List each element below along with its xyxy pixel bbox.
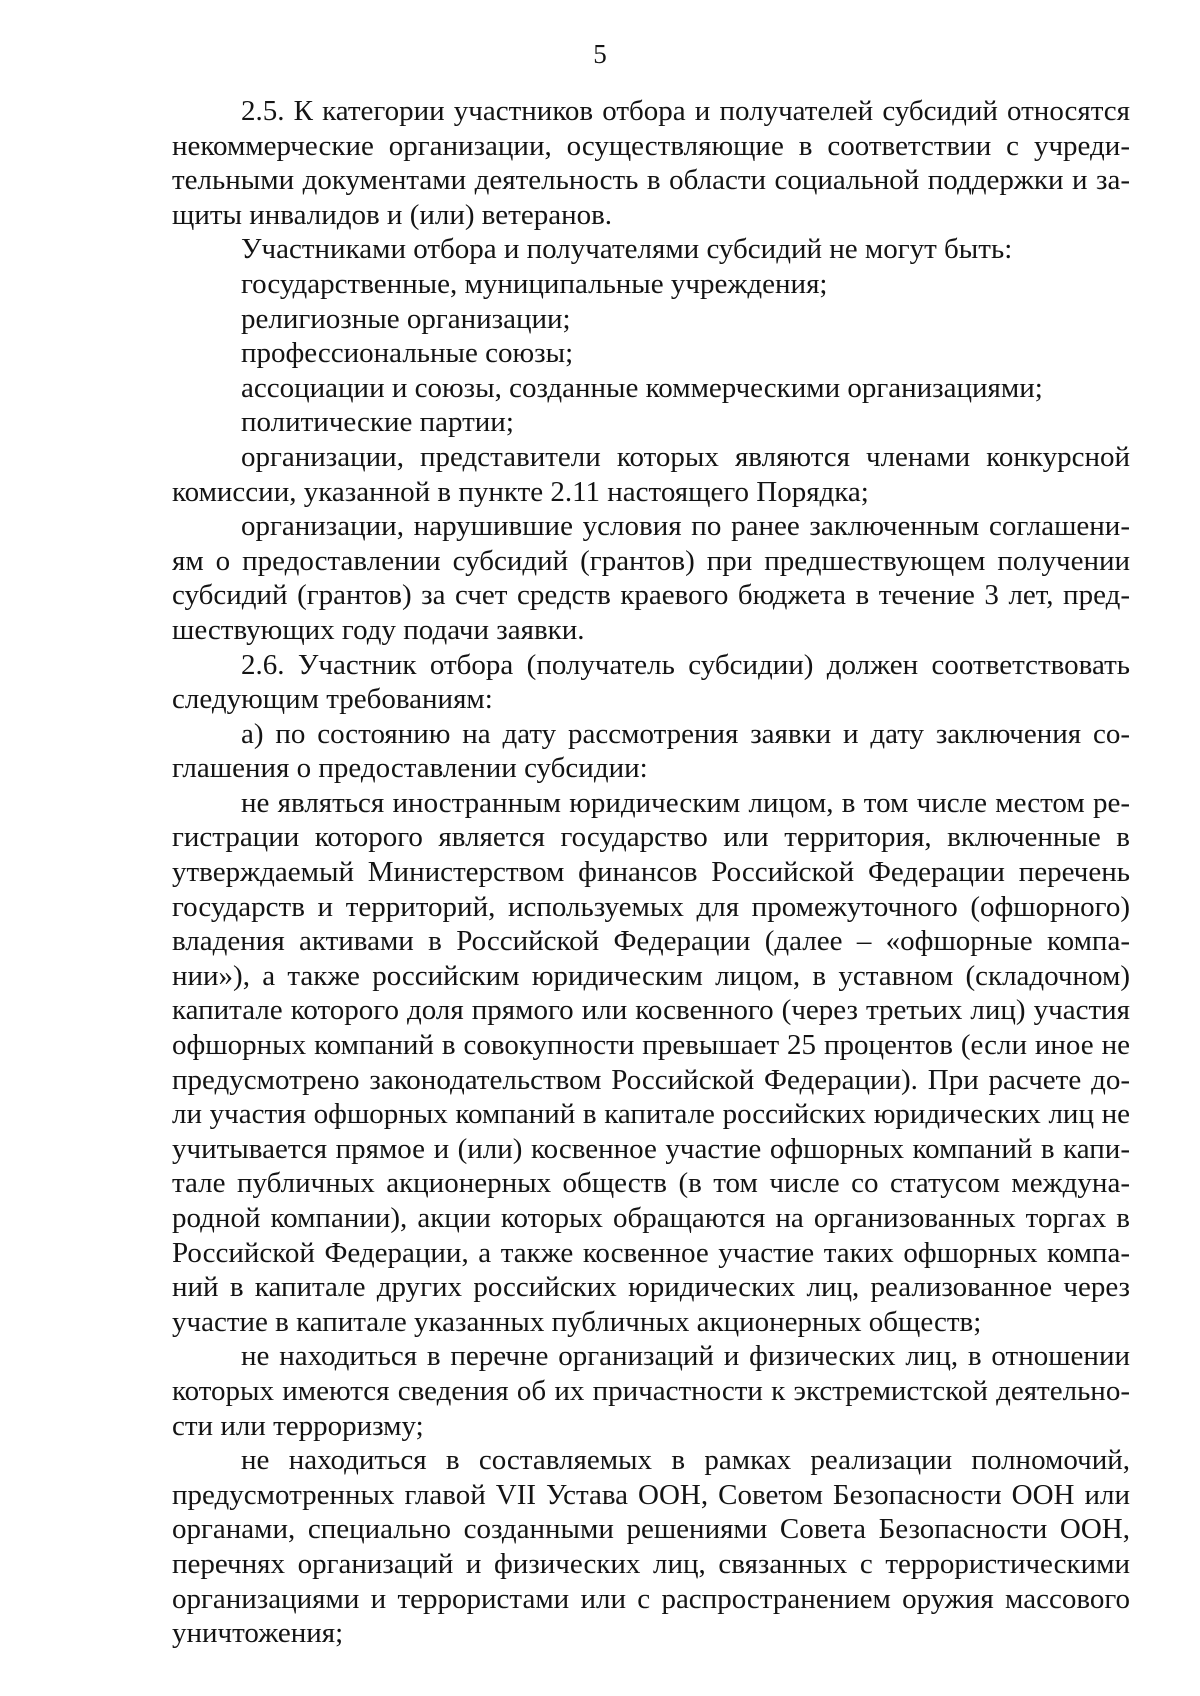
paragraph-exclusion-religious-organizations: религиозные организации; [241,302,571,335]
paragraph-exclusion-commission-members: организации, представители которых являются членами конкурсной комиссии, указанной в пункте 2.11 настоящего Порядка; [172,440,1130,508]
paragraph-requirement-offshore: не являться иностранным юридическим лицом, в том числе местом регистрации которого является государство или территория, включенные в утверждаемый Министерством финансов Российской Федерации перечень государств и территорий, используемых для промежуточного (офшорного) владения активами в Российской Федерации (далее – «офшорные компании»), а также российским юридическим лицом, в уставном (складочном) капитале которого доля прямого или косвенного (через третьих лиц) участия офшорных компаний в совокупности превышает 25 процентов (если иное не предусмотрено законодательством Российской Федерации). При расчете доли участия офшорных компаний в капитале российских юридических лиц не учитывается прямое и (или) косвенное участие офшорных компаний в капитале публичных акционерных обществ (в том числе со статусом международной компании), акции которых обращаются на организованных торгах в Российской Федерации, а также косвенное участие таких офшорных компаний в капитале других российских юридических лиц, реализованное через участие в капитале указанных публичных акционерных обществ; [172,786,1130,1338]
page-number: 5 [593,39,607,69]
paragraph-requirement-un-list: не находиться в составляемых в рамках реализации полномочий, предусмотренных главой VII Устава ООН, Советом Безопасности ООН или органами, специально созданными решениями Совета Безопасности ООН, перечнях организаций и физических лиц, связанных с террористическими организациями и террористами или с распространением оружия массового уничтожения; [172,1444,1130,1650]
paragraph-exclusion-political-parties: политические партии; [241,406,514,439]
paragraph-exclusion-state-institutions: государственные, муниципальные учреждения; [241,267,828,300]
paragraph-2-6: 2.6. Участник отбора (получатель субсидии) должен соответствовать следующим требованиям: [172,648,1130,716]
paragraph-exclusion-trade-unions: профессиональные союзы; [241,337,574,370]
paragraph-exclusion-violators: организации, нарушившие условия по ранее заключенным соглашениям о предоставлении субсидий (грантов) при предшествующем получении субсидий (грантов) за счет средств краевого бюджета в течение 3 лет, предшествующих году подачи заявки. [172,510,1130,646]
paragraph-2-5: 2.5. К категории участников отбора и получателей субсидий относятся некоммерческие организации, осуществляющие в соответствии с учредительными документами деятельность в области социальной поддержки и защиты инвалидов и (или) ветеранов. [172,95,1130,231]
paragraph-2-6-a: а) по состоянию на дату рассмотрения заявки и дату заключения соглашения о предоставлении субсидии: [172,717,1130,785]
paragraph-exclusions-intro: Участниками отбора и получателями субсидий не могут быть: [241,233,1013,266]
paragraph-requirement-extremism-list: не находиться в перечне организаций и физических лиц, в отношении которых имеются сведения об их причастности к экстремистской деятельности или терроризму; [172,1340,1130,1442]
document-body [172,94,1130,1651]
paragraph-exclusion-commercial-associations: ассоциации и союзы, созданные коммерческими организациями; [241,371,1043,404]
